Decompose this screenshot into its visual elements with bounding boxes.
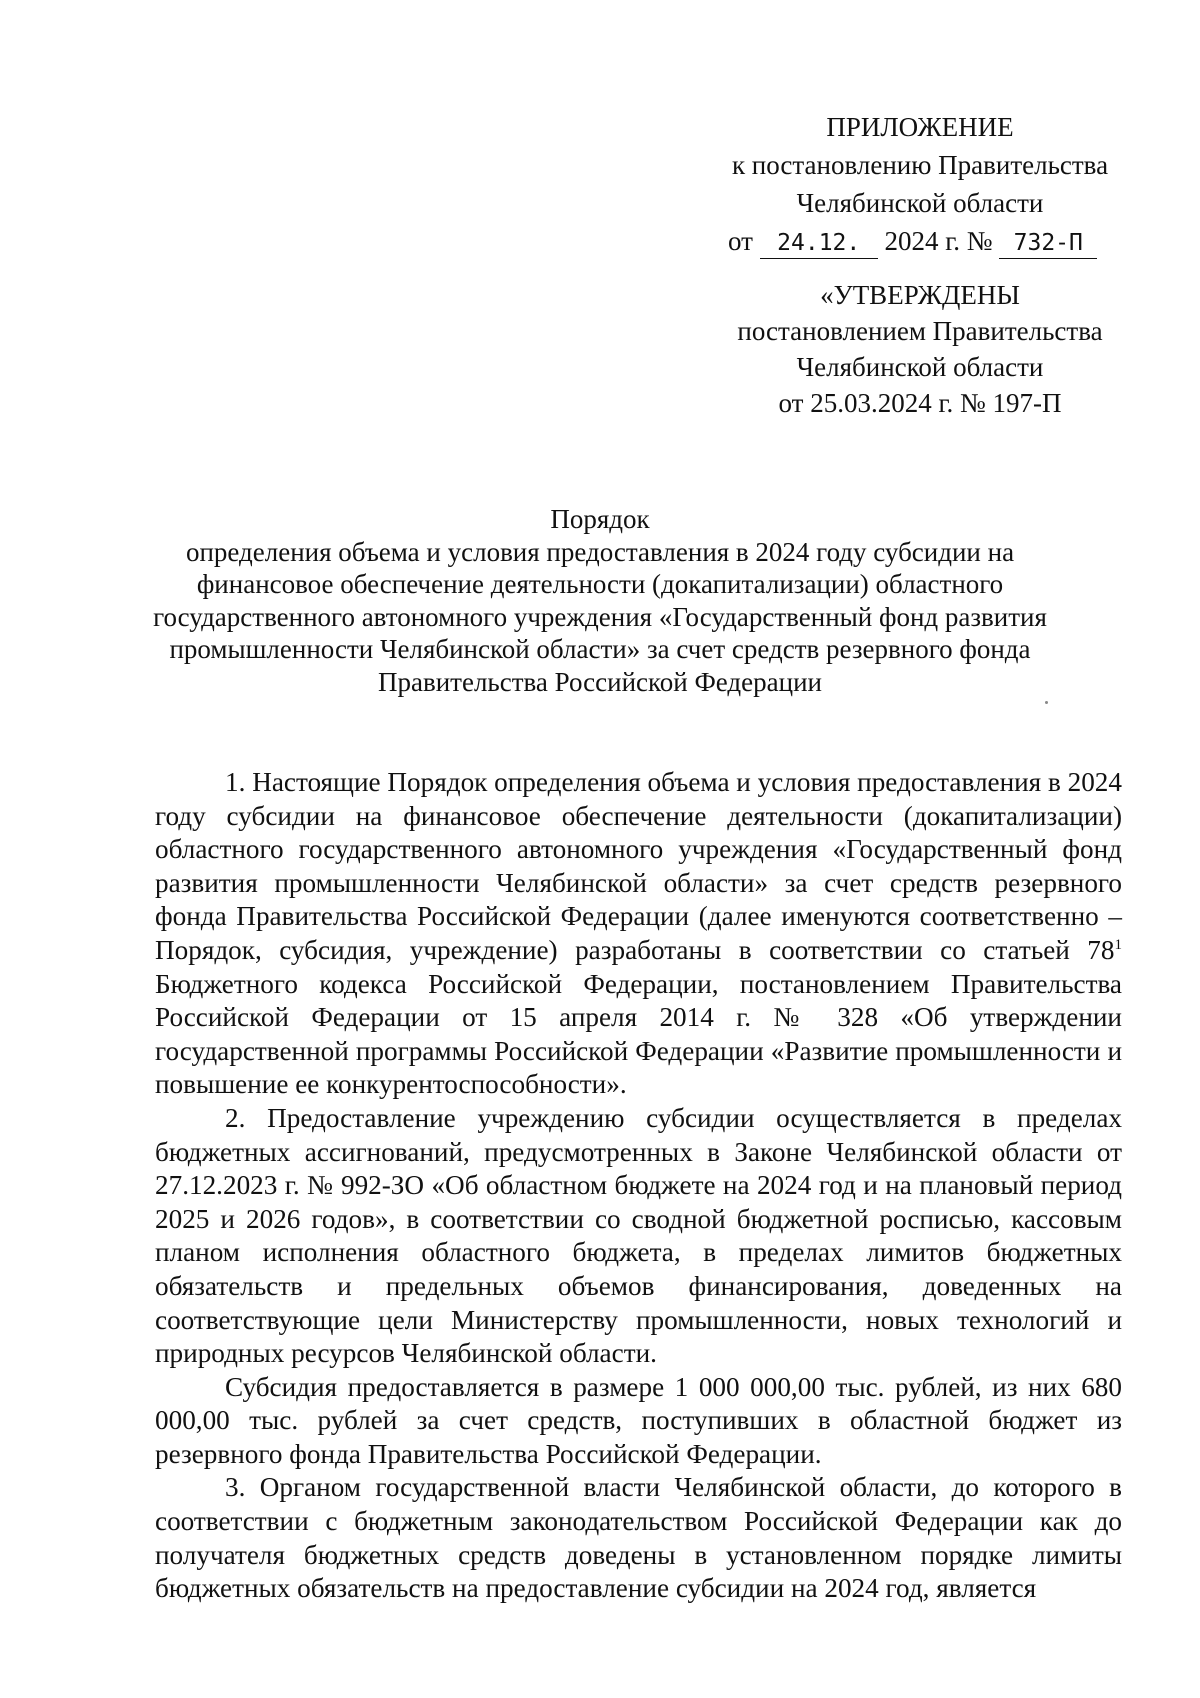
paragraph-2: 2. Предоставление учреждению субсидии осуществляется в пределах бюджетных ассигнований, предусмотренных в Законе Челябинской области от 27.12.2023 г. № 992-ЗО «Об областном бюджете на 2024 год и на плановый период 2025 и 2026 годов», в соответствии со сводной бюджетной росписью, кассовым планом исполнения областного бюджета, в пределах лимитов бюджетных обязательств и предельных объемов финансирования, доведенных на соответствующие цели Министерству промышленности, новых технологий и природных ресурсов Челябинской области.	[155, 1102, 1122, 1369]
appendix-date-number-line	[690, 222, 1150, 260]
title-line-1: определения объема и условия предоставления в 2024 году субсидии на	[185, 536, 1015, 567]
appendix-heading: ПРИЛОЖЕНИЕ	[826, 112, 1014, 142]
appendix-number-value: 732-П	[999, 228, 1097, 259]
document-title	[120, 503, 1080, 698]
paragraph-4: 3. Органом государственной власти Челябинской области, до которого в соответствии с бюджетным законодательством Российской Федерации как до получателя бюджетных средств доведены в установленном порядке лимиты бюджетных обязательств на предоставление субсидии на 2024 год, является	[155, 1472, 1122, 1604]
appendix-year-label: 2024 г. №	[884, 226, 993, 256]
approved-line-3: от 25.03.2024 г. № 197-П	[778, 388, 1062, 418]
title-heading: Порядок	[550, 504, 650, 534]
appendix-line-1: к постановлению Правительства	[731, 150, 1109, 180]
approved-block	[690, 277, 1150, 421]
title-line-4: промышленности Челябинской области» за счет средств резервного фонда	[169, 634, 1031, 664]
paragraph-1-superscript: 1	[1114, 936, 1122, 953]
appendix-line-2: Челябинской области	[796, 188, 1044, 218]
title-line-3: государственного автономного учреждения «Государственный фонд развития	[153, 601, 1047, 632]
title-line-5: Правительства Российской Федерации	[378, 666, 822, 697]
appendix-block	[690, 108, 1150, 260]
approved-heading: «УТВЕРЖДЕНЫ	[820, 280, 1020, 310]
approved-line-2: Челябинской области	[796, 352, 1044, 382]
title-line-2: финансовое обеспечение деятельности (докапитализации) областного	[196, 569, 1004, 599]
approved-line-1: постановлением Правительства	[737, 316, 1103, 346]
appendix-from-label: от	[728, 226, 753, 256]
paragraph-1	[155, 766, 1122, 1102]
paragraph-3: Субсидия предоставляется в размере 1 000 000,00 тыс. рублей, из них 680 000,00 тыс. рублей за счет средств, поступивших в областной бюджет из резервного фонда Правительства Российской Федерации.	[155, 1371, 1122, 1469]
paragraph-1-part-2: Бюджетного кодекса Российской Федерации, постановлением Правительства Российской Федерации от 15 апреля 2014 г. № 328 «Об утверждении государственной программы Российской Федерации «Развитие промышленности и повышение ее конкурентоспособности».	[155, 968, 1122, 1100]
document-body	[155, 766, 1122, 1606]
appendix-date-value: 24.12.	[760, 228, 878, 259]
scan-speck	[1045, 701, 1048, 704]
paragraph-1-part-1: 1. Настоящие Порядок определения объема и условия предоставления в 2024 году субсидии на финансовое обеспечение деятельности (докапитализации) областного государственного автономного учреждения «Государственный фонд развития промышленности Челябинской области» за счет средств резервного фонда Правительства Российской Федерации (далее именуются соответственно – Порядок, субсидия, учреждение) разработаны в соответствии со статьей 78	[155, 767, 1122, 965]
